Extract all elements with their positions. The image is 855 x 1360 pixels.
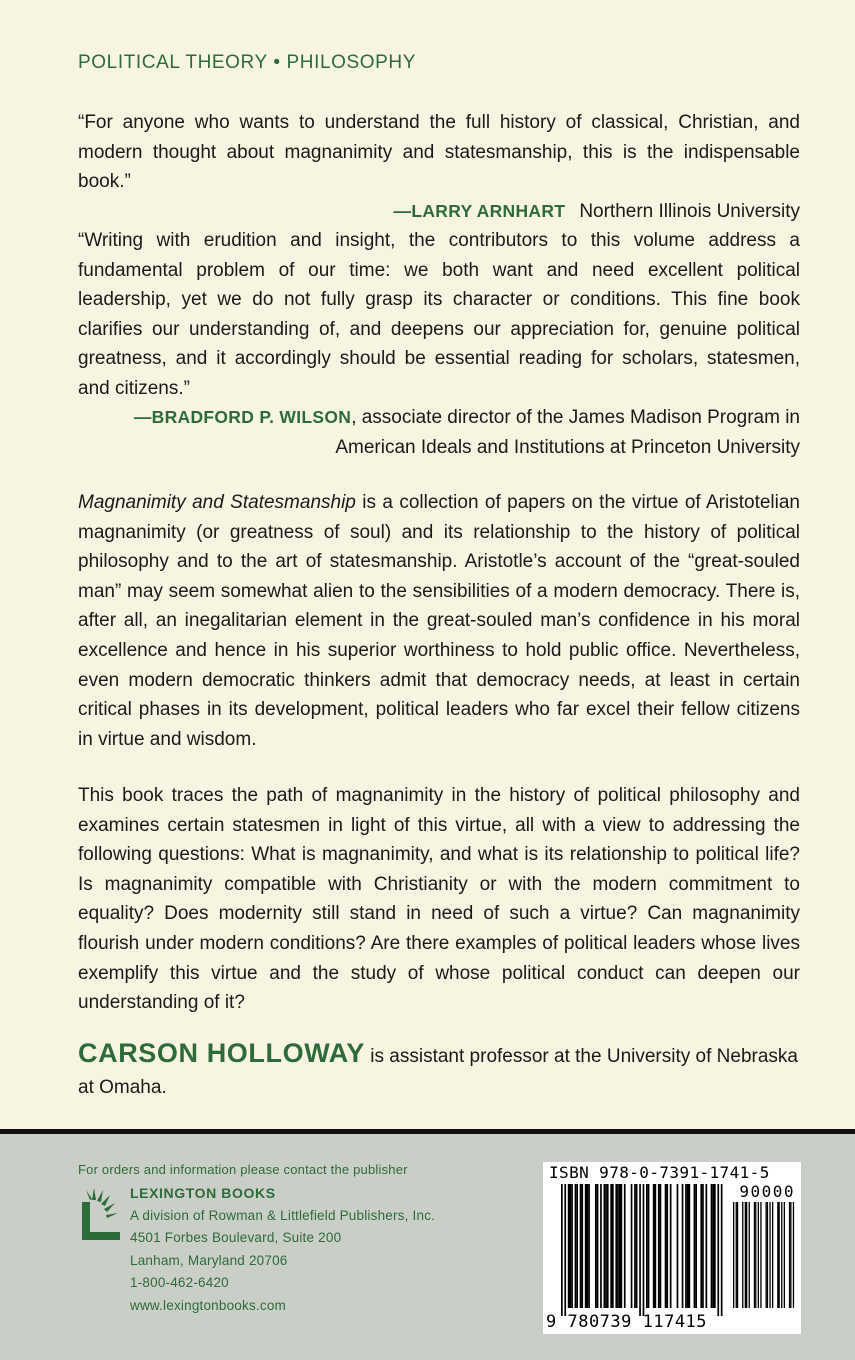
barcode-bar <box>621 1184 623 1308</box>
barcode-bar <box>604 1184 606 1308</box>
publisher-phone: 1-800-462-6420 <box>130 1275 229 1290</box>
barcode-bar <box>631 1184 633 1308</box>
barcode-bar <box>619 1184 621 1308</box>
price-code: 90000 <box>739 1182 795 1201</box>
endorsement-1-affiliation: Northern Illinois University <box>579 200 800 222</box>
barcode-bar <box>655 1184 657 1308</box>
publisher-address-1: 4501 Forbes Boulevard, Suite 200 <box>130 1230 342 1245</box>
publisher-contact-line: For orders and information please contact the publisher <box>78 1162 408 1177</box>
barcode-bar <box>746 1202 747 1308</box>
author-name: CARSON HOLLOWAY <box>78 1038 366 1068</box>
barcode-bar <box>772 1202 773 1308</box>
barcode-bar <box>580 1184 582 1308</box>
barcode-bar <box>588 1184 590 1308</box>
barcode-bar <box>576 1184 578 1308</box>
barcode-bar <box>689 1184 691 1308</box>
description-paragraph-1-text: is a collection of papers on the virtue of Aristotelian magnanimity (or greatness of soul) and its relationship to the history of political philosophy and to the art of statesmanship. Aristotle’s account of the “great-souled man” may seem somewhat alien to the sensibilities of a modern democracy. There is, after all, an inegalitarian element in the great-souled man’s confidence in his moral excellence and hence in his superior worthiness to hold public office. Nevertheless, even modern democratic thinkers admit that democracy needs, at least in certain critical phases in its development, political leaders who far excel their fellow citizens in virtue and wisdom. <box>78 492 800 750</box>
endorsement-1 <box>78 108 800 226</box>
ean-digits: 9 780739 117415 <box>546 1312 708 1332</box>
barcode-bar <box>605 1184 607 1308</box>
barcode-bar <box>789 1202 790 1308</box>
category-label: POLITICAL THEORY • PHILOSOPHY <box>78 52 417 73</box>
barcode-bar <box>600 1184 602 1308</box>
barcode-bar <box>717 1184 719 1316</box>
publisher-division: A division of Rowman & Littlefield Publishers, Inc. <box>130 1207 436 1223</box>
barcode-bar <box>581 1184 583 1308</box>
barcode-bar <box>742 1202 743 1308</box>
barcode-bar <box>767 1202 768 1308</box>
endorsement-1-attribution <box>78 197 800 227</box>
description-paragraph-2: This book traces the path of magnanimity in the history of political philosophy and examines certain statesmen in light of this virtue, all with a view to addressing the following questions: What is magnanimity, and what is its relationship to political life? Is magnanimity compatible with Christianity or with the modern commitment to equality? Does modernity still stand in need of such a virtue? Can magnanimity flourish under modern conditions? Are there examples of political leaders whose lives exemplify this virtue and the study of whose political conduct can deepen our understanding of it? <box>78 785 800 1014</box>
barcode-bar <box>737 1202 738 1308</box>
barcode-bar <box>793 1202 794 1308</box>
endorsement-2-quote: “Writing with erudition and insight, the contributors to this volume address a fundamental problem of our time: we both want and need excellent political leadership, yet we do not fully grasp its character or conditions. This fine book clarifies our understanding of, and deepens our appreciation for, genuine political greatness, and it accordingly should be essential reading for scholars, statesmen, and citizens.” <box>78 230 800 399</box>
barcode-bar <box>769 1202 770 1308</box>
barcode-bar <box>648 1184 650 1308</box>
barcode-bar <box>587 1184 589 1308</box>
barcode-bar <box>660 1184 662 1308</box>
endorsement-2-affiliation-line2: American Ideals and Institutions at Princeton University <box>335 436 800 458</box>
barcode-bar <box>736 1202 737 1308</box>
barcode-bar <box>564 1184 566 1316</box>
barcode-bar <box>624 1184 626 1308</box>
barcode-bar <box>790 1202 791 1308</box>
barcode-bar <box>755 1202 756 1308</box>
barcode-bar <box>733 1202 734 1308</box>
barcode-bar <box>617 1184 619 1308</box>
publisher-footer <box>0 1134 855 1360</box>
barcode-bar <box>666 1184 668 1308</box>
barcode-bar <box>687 1184 689 1308</box>
barcode-bar <box>712 1184 714 1308</box>
endorsement-1-name: LARRY ARNHART <box>411 200 566 221</box>
barcode-bar <box>670 1184 672 1308</box>
barcode-bar <box>758 1202 759 1308</box>
endorsement-2-dash: — <box>133 407 152 427</box>
endorsement-1-quote: “For anyone who wants to understand the full history of classical, Christian, and modern thought about magnanimity and statesmanship, this is the indispensable book.” <box>78 112 800 192</box>
endorsement-2-attribution <box>78 403 800 433</box>
endorsement-2 <box>78 226 800 462</box>
barcode-bar <box>636 1184 638 1308</box>
barcode-bar <box>760 1202 761 1308</box>
barcode-bar <box>561 1184 563 1316</box>
barcode-bar <box>575 1184 577 1308</box>
barcode-bar <box>612 1184 614 1308</box>
isbn-barcode <box>543 1162 801 1334</box>
author-bio <box>78 1038 800 1103</box>
barcode-bar <box>607 1184 609 1308</box>
barcode-bar <box>665 1184 667 1308</box>
publisher-logo-icon <box>80 1186 126 1242</box>
barcode-bar <box>643 1184 645 1316</box>
barcode-bar <box>634 1184 636 1308</box>
barcode-bar <box>714 1184 716 1308</box>
barcode-bar <box>610 1184 612 1308</box>
barcode-bar <box>702 1184 704 1308</box>
publisher-name: LEXINGTON BOOKS <box>130 1185 276 1201</box>
barcode-bar <box>766 1202 767 1308</box>
barcode-bar <box>706 1184 708 1308</box>
barcode-bar <box>658 1184 660 1308</box>
barcode-bar <box>711 1184 713 1308</box>
barcode-bar <box>695 1184 697 1308</box>
isbn-label: ISBN 978-0-7391-1741-5 <box>549 1163 770 1182</box>
barcode-bar <box>781 1202 782 1308</box>
barcode-bar <box>779 1202 780 1308</box>
barcode-bar <box>568 1184 570 1308</box>
publisher-info <box>130 1182 435 1317</box>
barcode-bar <box>615 1184 617 1308</box>
barcode-bar <box>749 1202 750 1308</box>
barcode-bar <box>700 1184 702 1308</box>
barcode-bar <box>694 1184 696 1308</box>
barcode-bar <box>682 1184 684 1308</box>
book-title-italic: Magnanimity and Statesmanship <box>78 492 356 513</box>
barcode-bar <box>745 1202 746 1308</box>
barcode-bar <box>754 1202 755 1308</box>
barcode-bar <box>646 1184 648 1308</box>
barcode-bar <box>721 1184 723 1316</box>
barcode-bar <box>571 1184 573 1308</box>
barcode-bar <box>585 1184 587 1308</box>
barcode-bar <box>677 1184 679 1308</box>
barcode-bar <box>685 1184 687 1308</box>
barcode-bar <box>784 1202 785 1308</box>
barcode-bar <box>639 1184 641 1316</box>
barcode-bar <box>570 1184 572 1308</box>
endorsement-1-dash: — <box>393 200 412 221</box>
barcode-bar <box>597 1184 599 1308</box>
barcode-bar <box>653 1184 655 1308</box>
author-bio-text: is assistant professor at the University of Nebraska at Omaha. <box>78 1046 798 1098</box>
endorsement-2-name: BRADFORD P. WILSON <box>151 407 352 427</box>
barcode-bar <box>595 1184 597 1308</box>
barcode-bar <box>777 1202 778 1308</box>
endorsement-2-affiliation-line1: , associate director of the James Madison Program in <box>351 407 800 428</box>
publisher-website: www.lexingtonbooks.com <box>130 1297 286 1313</box>
publisher-address-2: Lanham, Maryland 20706 <box>130 1252 288 1268</box>
description-paragraph-1 <box>78 488 800 754</box>
